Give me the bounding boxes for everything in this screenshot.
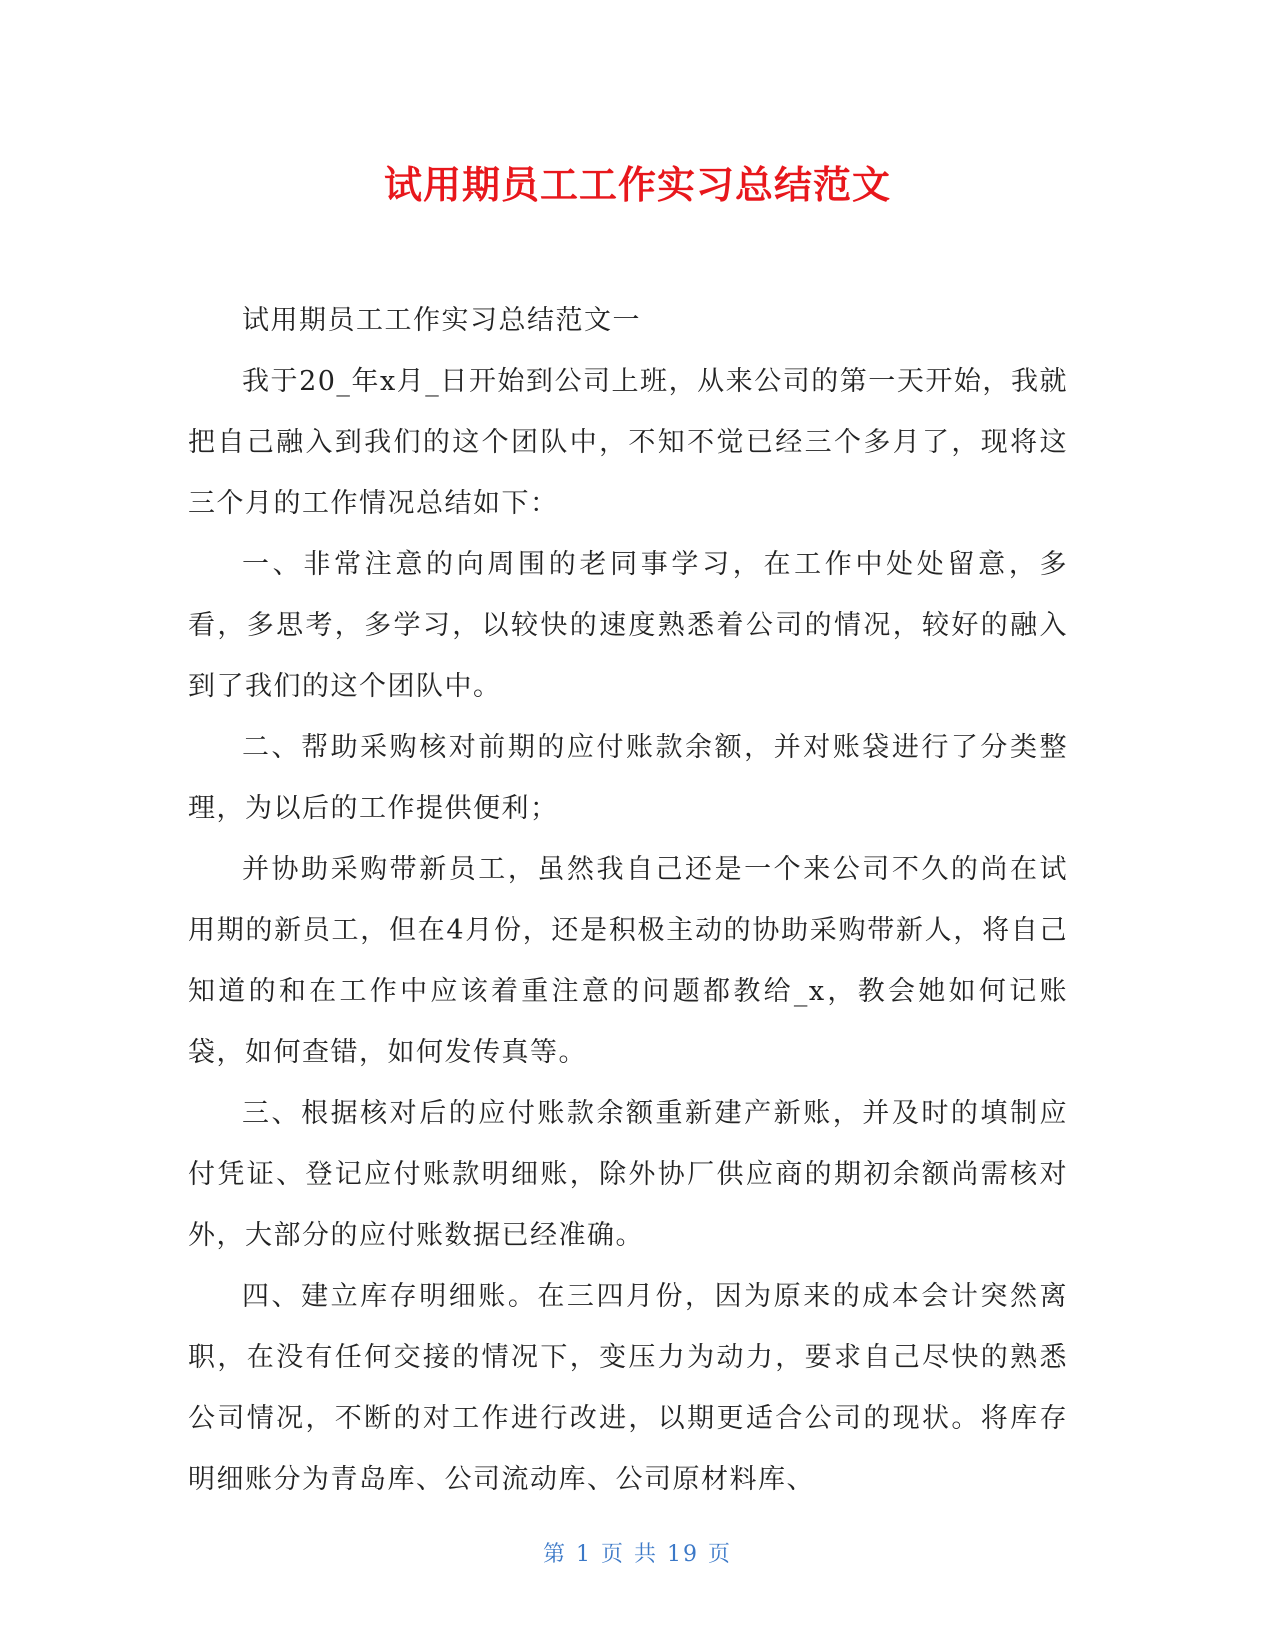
paragraph-subtitle: 试用期员工工作实习总结范文一 — [242, 305, 641, 336]
paragraph-point-2-cont: 并协助采购带新员工，虽然我自己还是一个来公司不久的尚在试用期的新员工，但在4月份，还是积极主动的协助采购带新人，将自己知道的和在工作中应该着重注意的问题都教给_x，教会她如何记账袋，如何查错，如何发传真等。 — [188, 854, 1068, 1068]
document-title: 试用期员工工作实习总结范文 — [383, 163, 891, 207]
page-number-footer: 第 1 页 共 19 页 — [543, 1542, 732, 1567]
paragraph-intro: 我于20_年x月_日开始到公司上班，从来公司的第一天开始，我就把自己融入到我们的这个团队中，不知不觉已经三个多月了，现将这三个月的工作情况总结如下： — [188, 366, 1068, 519]
paragraph-point-1: 一、非常注意的向周围的老同事学习，在工作中处处留意，多看，多思考，多学习，以较快的速度熟悉着公司的情况，较好的融入到了我们的这个团队中。 — [188, 549, 1068, 702]
paragraph-point-3: 三、根据核对后的应付账款余额重新建产新账，并及时的填制应付凭证、登记应付账款明细账，除外协厂供应商的期初余额尚需核对外，大部分的应付账数据已经准确。 — [188, 1098, 1068, 1251]
document-body — [188, 290, 1068, 1510]
paragraph-point-4: 四、建立库存明细账。在三四月份，因为原来的成本会计突然离职，在没有任何交接的情况下，变压力为动力，要求自己尽快的熟悉公司情况，不断的对工作进行改进，以期更适合公司的现状。将库存明细账分为青岛库、公司流动库、公司原材料库、 — [188, 1281, 1068, 1495]
paragraph-point-2: 二、帮助采购核对前期的应付账款余额，并对账袋进行了分类整理，为以后的工作提供便利； — [188, 732, 1068, 824]
